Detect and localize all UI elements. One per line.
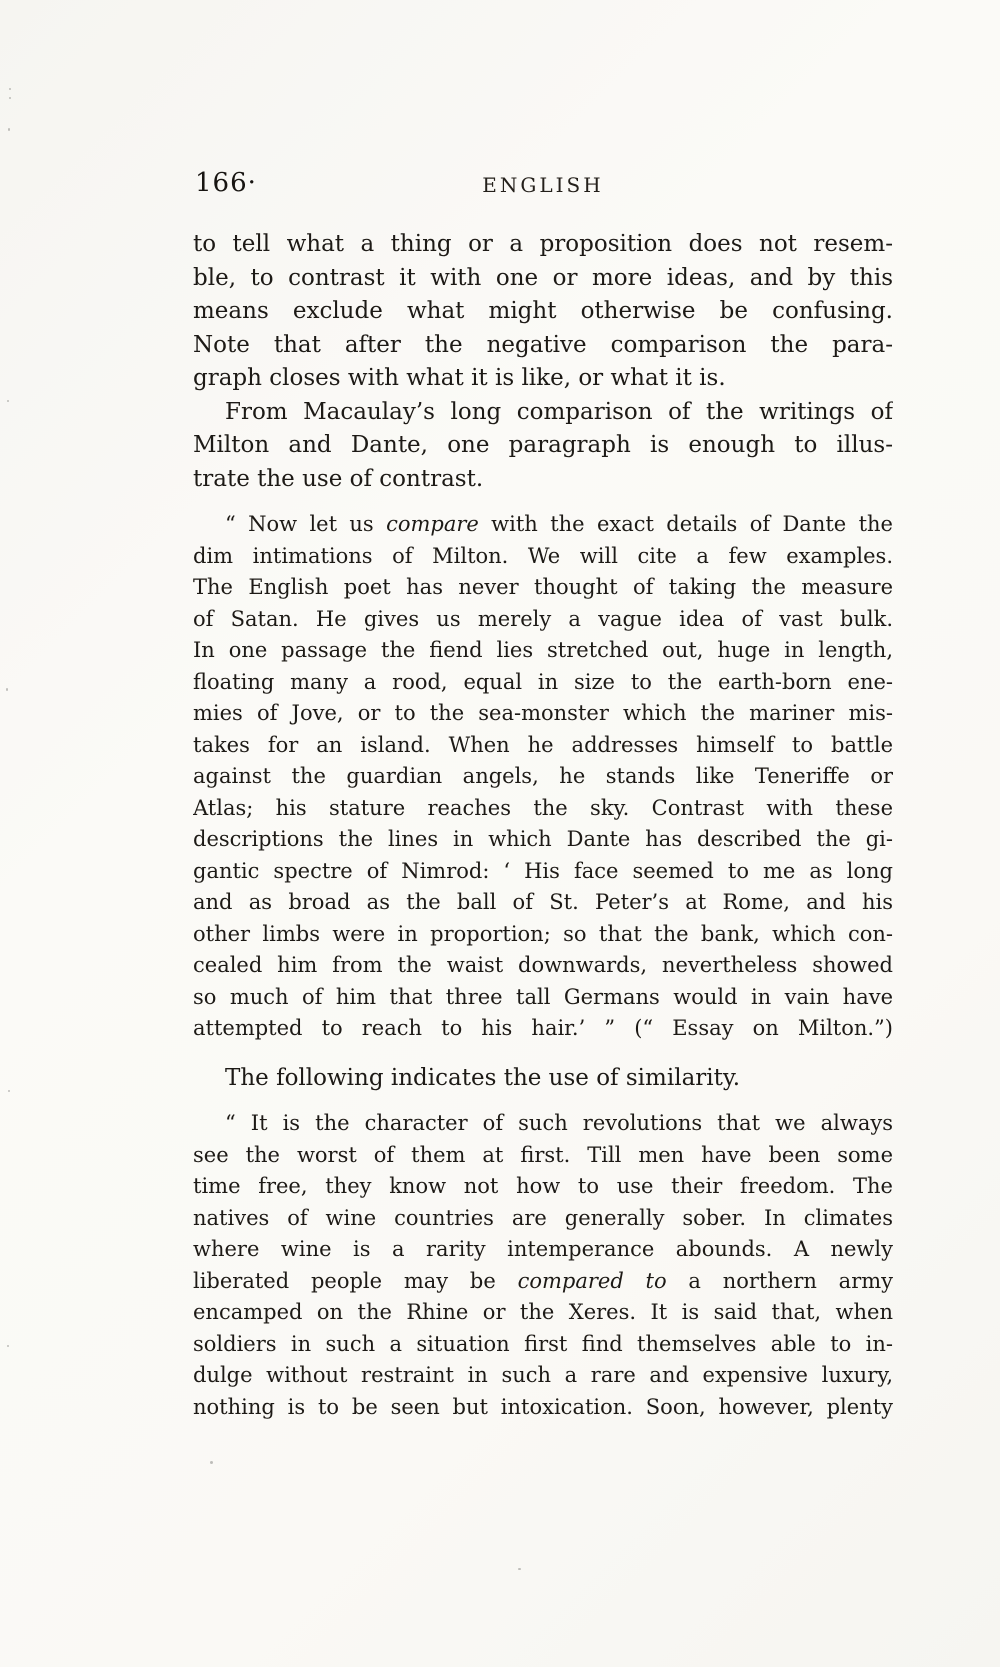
text-line: nothing is to be seen but intoxication. Soon, however, plenty [193,1394,893,1419]
text-line: ble, to contrast it with one or more ideas, and by this [193,264,893,291]
text-line: of Satan. He gives us merely a vague idea of vast bulk. [193,606,893,631]
scan-artifact [8,128,10,131]
text-line: so much of him that three tall Germans would in vain have [193,984,893,1009]
paragraph [193,396,893,497]
text-line: descriptions the lines in which Dante has described the gi- [193,827,893,851]
text-line: against the guardian angels, he stands like Teneriffe or [193,764,893,788]
text-line: mies of Jove, or to the sea-monster which the mariner mis- [193,701,893,725]
text-line: Note that after the negative comparison the para- [193,331,893,358]
text-line: Milton and Dante, one paragraph is enough to illus- [193,432,893,458]
text-line: In one passage the fiend lies stretched out, huge in length, [193,638,893,662]
text-line: liberated people may be compared to a northern army [193,1268,893,1293]
text-line: where wine is a rarity intemperance abounds. A newly [193,1237,893,1261]
scan-artifact [8,1090,10,1092]
paragraph [193,509,893,1045]
body-text [193,228,893,1423]
text-block [193,168,893,1423]
scan-artifact [9,88,11,90]
text-line: dim intimations of Milton. We will cite a few examples. [193,543,893,568]
scan-artifact [210,1461,213,1464]
scan-artifact [7,400,9,402]
text-line: soldiers in such a situation first find themselves able to in- [193,1331,893,1356]
text-line: “ It is the character of such revolutions that we always [225,1111,893,1135]
text-line: time free, they know not how to use their freedom. The [193,1174,893,1198]
running-header-title: ENGLISH [482,173,604,197]
text-line: means exclude what might otherwise be confusing. [193,298,893,324]
paragraph [193,1108,893,1423]
text-line: encamped on the Rhine or the Xeres. It is said that, when [193,1300,893,1324]
text-line: cealed him from the waist downwards, nevertheless showed [193,953,893,977]
scan-artifact [9,97,11,99]
text-line: The English poet has never thought of taking the measure [193,575,893,599]
text-line: takes for an island. When he addresses himself to battle [193,732,893,757]
scan-artifact [7,1345,9,1347]
text-line: other limbs were in proportion; so that the bank, which con- [193,921,893,946]
scan-artifact [6,688,8,691]
text-line: and as broad as the ball of St. Peter’s at Rome, and his [193,890,893,914]
text-line: Atlas; his stature reaches the sky. Contrast with these [193,795,893,820]
text-line: floating many a rood, equal in size to the earth-born ene- [193,669,893,694]
page-number: 166· [195,168,257,198]
text-line: attempted to reach to his hair.’ ” (“ Essay on Milton.”) [193,1016,893,1040]
text-line: see the worst of them at first. Till men have been some [193,1142,893,1167]
text-line: natives of wine countries are generally sober. In climates [193,1205,893,1230]
text-line: to tell what a thing or a proposition does not resem- [193,231,893,257]
text-line: dulge without restraint in such a rare and expensive luxury, [193,1363,893,1387]
text-line: trate the use of contrast. [193,465,484,492]
text-line: From Macaulay’s long comparison of the writings of [225,398,893,425]
paragraph [193,1062,893,1096]
paragraph [193,228,893,396]
text-line: The following indicates the use of similarity. [225,1064,741,1091]
text-line: gantic spectre of Nimrod: ‘ His face seemed to me as long [193,858,893,883]
text-line: “ Now let us compare with the exact details of Dante the [225,512,893,536]
scan-artifact [518,1568,521,1570]
running-head [193,168,893,202]
text-line: graph closes with what it is like, or what it is. [193,365,726,391]
